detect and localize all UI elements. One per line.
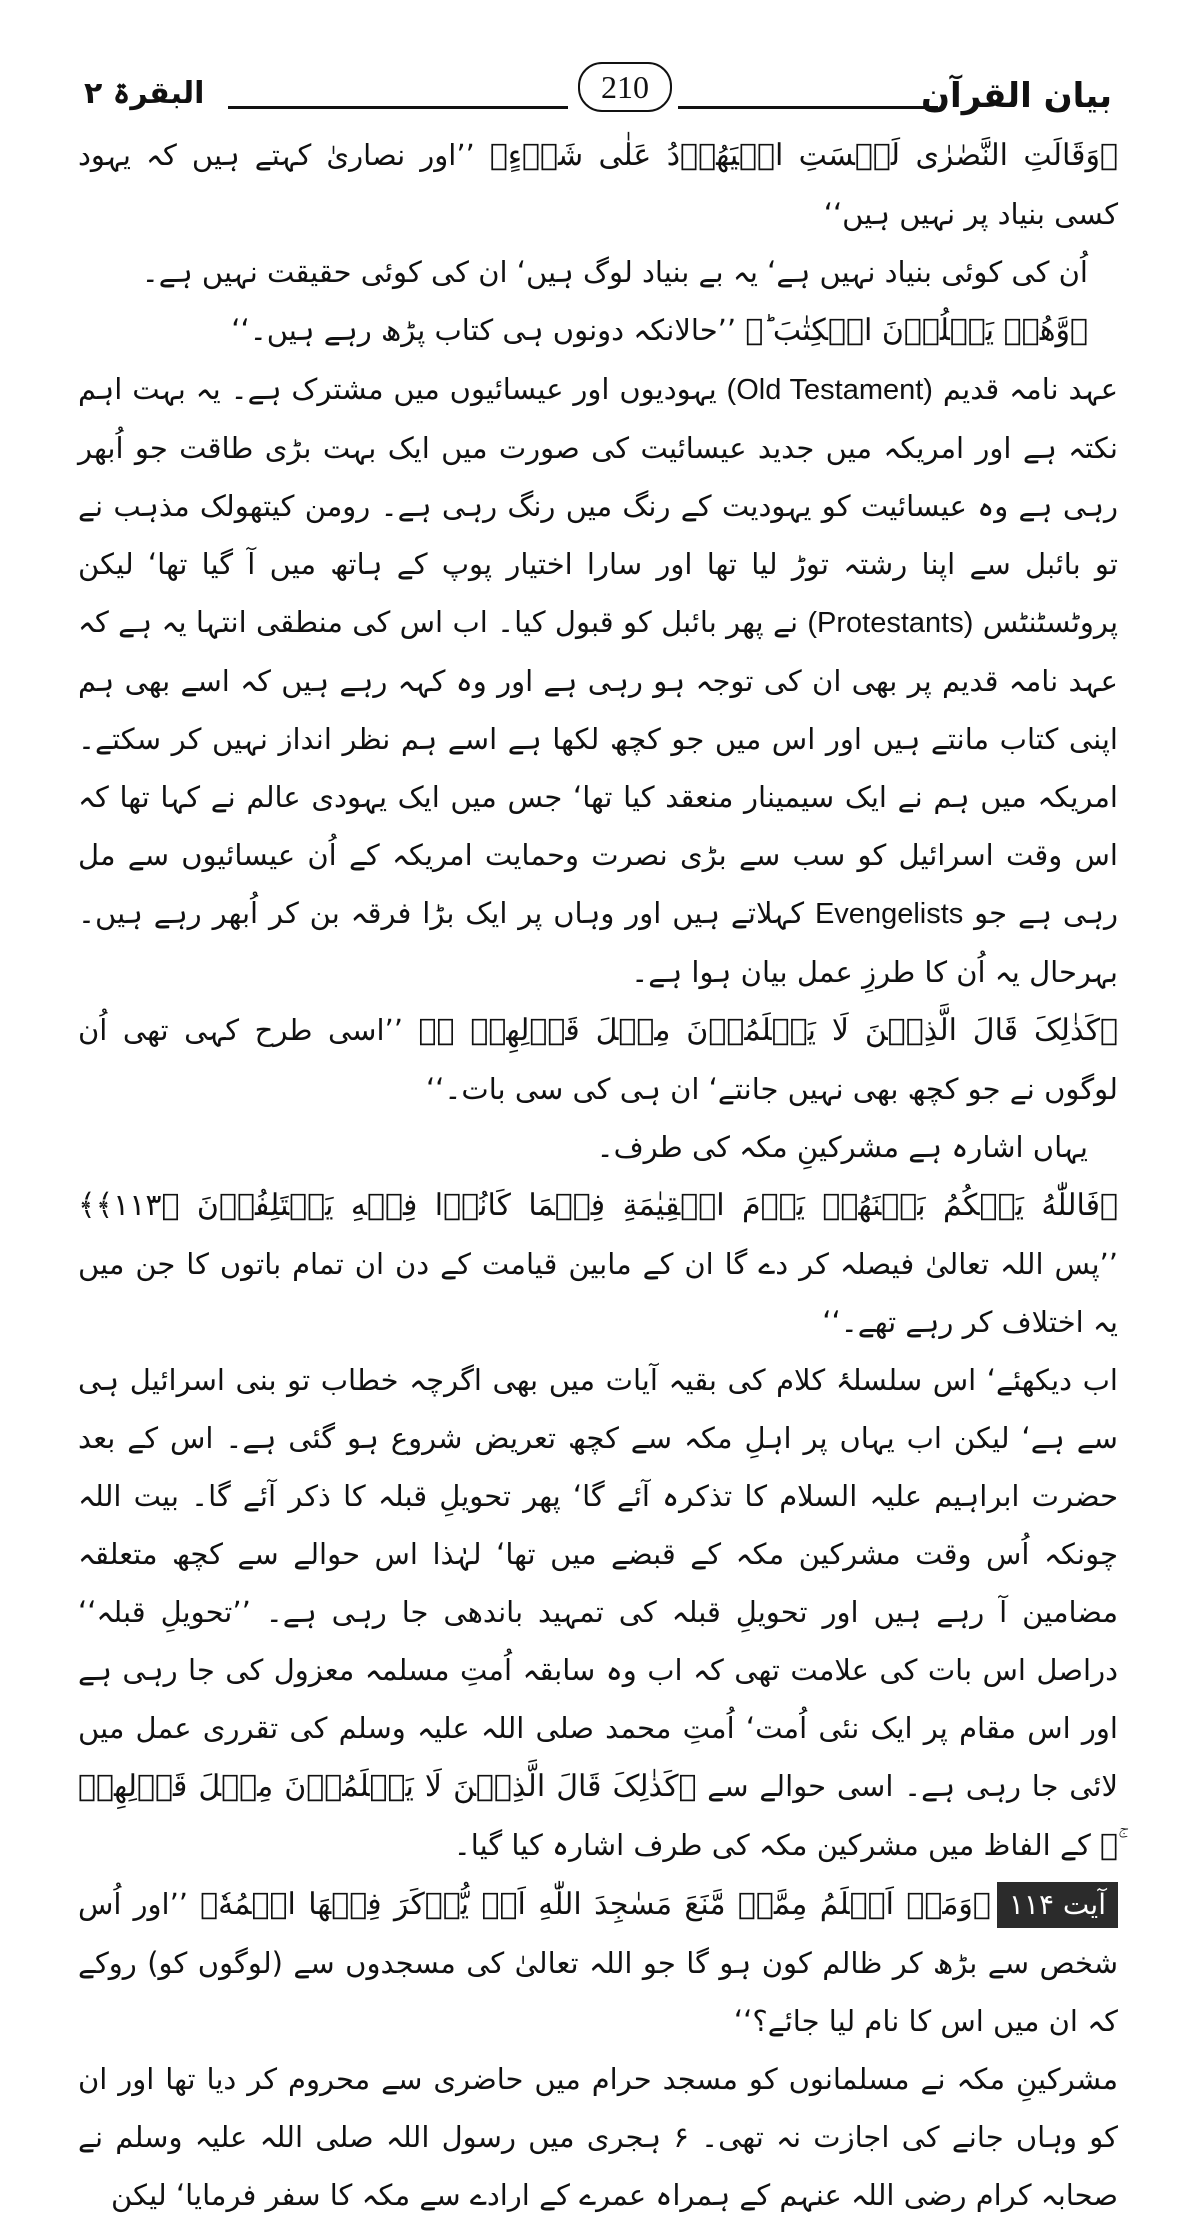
paragraph <box>78 360 1118 1001</box>
page-number: 210 <box>578 62 672 112</box>
commentary-text: اب دیکھئے‘ اس سلسلۂ کلام کی بقیہ آیات میں بھی اگرچہ خطاب تو بنی اسرائیل ہی سے ہے‘ لیکن اب یہاں پر اہلِ مکہ سے کچھ تعریض شروع ہو گئی ہے۔ اس کے بعد حضرت ابراہیم علیہ السلام کا تذکرہ آئے گا‘ پھر تحویلِ قبلہ کا ذکر آئے گا۔ بیت اللہ چونکہ اُس وقت مشرکین مکہ کے قبضے میں تھا‘ لہٰذا اس حوالے سے کچھ متعلقہ مضامین آ رہے ہیں اور تحویلِ قبلہ کی تمہید باندھی جا رہی ہے۔ ’’تحویلِ قبلہ‘‘ دراصل اس بات کی علامت تھی کہ اب وہ سابقہ اُمتِ مسلمہ معزول کی جا رہی ہے اور اس مقام پر ایک نئی اُمت‘ اُمتِ محمد صلی اللہ علیہ وسلم کی تقرری عمل میں لائی جا رہی ہے۔ اسی حوالے سے <box>78 1363 1118 1803</box>
paragraph <box>78 2050 1118 2224</box>
commentary-text: نے پھر بائبل کو قبول کیا۔ اب اس کی منطقی انتہا یہ ہے کہ عہد نامہ قدیم پر بھی ان کی توجہ ہو رہی ہے اور وہ کہہ رہے ہیں کہ اسے بھی ہم اپنی کتاب مانتے ہیں اور اس میں جو کچھ لکھا ہے اسے ہم نظر انداز نہیں کر سکتے۔ امریکہ میں ہم نے ایک سیمینار منعقد کیا تھا‘ جس میں ایک یہودی عالم نے کہا تھا کہ اس وقت اسرائیل کو سب سے بڑی نصرت وحمایت امریکہ کے اُن عیسائیوں سے مل رہی ہے جو <box>78 605 1119 930</box>
commentary-text: کے الفاظ میں مشرکین مکہ کی طرف اشارہ کیا گیا۔ <box>453 1828 1100 1862</box>
latin-term: Evengelists <box>814 898 964 930</box>
paragraph <box>78 126 1118 243</box>
paragraph <box>78 1176 1118 1351</box>
ayah-text: ﴿وَمَنۡ اَظۡلَمُ مِمَّنۡ مَّنَعَ مَسٰجِدَ اللّٰهِ اَنۡ یُّذۡکَرَ فِیۡهَا اسۡمُهٗ﴾ <box>200 1887 991 1922</box>
page-header <box>78 62 1118 126</box>
latin-term: (Old Testament) <box>726 374 933 406</box>
page-body <box>78 126 1118 2224</box>
commentary-text: یہاں اشارہ ہے مشرکینِ مکہ کی طرف۔ <box>596 1130 1088 1164</box>
ayah-number-badge: آیت ۱۱۴ <box>997 1882 1118 1928</box>
commentary-text: اُن کی کوئی بنیاد نہیں ہے‘ یہ بے بنیاد لوگ ہیں‘ ان کی کوئی حقیقت نہیں ہے۔ <box>141 255 1088 289</box>
book-title: بیان القرآن <box>921 76 1112 116</box>
translation-text: ’’حالانکہ دونوں ہی کتاب پڑھ رہے ہیں۔‘‘ <box>231 313 746 347</box>
translation-text: ’’پس اللہ تعالیٰ فیصلہ کر دے گا ان کے مابین قیامت کے دن ان تمام باتوں کا جن میں یہ اختلاف کر رہے تھے۔‘‘ <box>78 1247 1118 1339</box>
commentary-text: کہلاتے ہیں اور وہاں پر ایک بڑا فرقہ بن کر اُبھر رہے ہیں۔ بہرحال یہ اُن کا طرزِ عمل بیان ہوا ہے۔ <box>78 896 1118 989</box>
paragraph <box>78 1351 1118 1875</box>
ayah-text: ﴿وَّهُمۡ یَتۡلُوۡنَ الۡکِتٰبَ ؕ﴾ <box>745 313 1088 348</box>
surah-name: البقرۃ ۲ <box>84 76 205 111</box>
paragraph <box>78 301 1118 360</box>
paragraph <box>78 1875 1118 2050</box>
translation-text: ’’اور نصاریٰ کہتے ہیں کہ یہود کسی بنیاد پر نہیں ہیں‘‘ <box>78 138 1118 231</box>
ayah-text: ﴿کَذٰلِکَ قَالَ الَّذِیۡنَ لَا یَعۡلَمُوۡنَ مِثۡلَ قَوۡلِهِمۡ ۚ﴾ <box>418 1013 1118 1048</box>
commentary-text: عہد نامہ قدیم <box>932 372 1118 406</box>
header-rule-left <box>228 106 568 109</box>
ayah-text: ﴿کَذٰلِکَ قَالَ الَّذِیۡنَ لَا یَعۡلَمُوۡنَ مِثۡلَ قَوۡلِهِمۡ ۚ﴾ <box>78 1769 1118 1863</box>
ayah-text: ﴿وَقَالَتِ النَّصٰرٰی لَیۡسَتِ الۡیَهُوۡدُ عَلٰی شَیۡءٍ﴾ <box>489 138 1118 173</box>
translation-text: ’’اور اُس شخص سے بڑھ کر ظالم کون ہو گا جو اللہ تعالیٰ کی مسجدوں سے (لوگوں کو) روکے کہ ان میں اس کا نام لیا جائے؟‘‘ <box>78 1887 1118 2038</box>
latin-term: (Protestants) <box>807 607 974 639</box>
paragraph <box>78 1001 1118 1118</box>
page <box>78 62 1119 2212</box>
commentary-text: مشرکینِ مکہ نے مسلمانوں کو مسجد حرام میں حاضری سے محروم کر دیا تھا اور ان کو وہاں جانے کی اجازت نہ تھی۔ ۶ ہجری میں رسول اللہ صلی اللہ علیہ وسلم نے صحابہ کرام رضی اللہ عنہم کے ہمراہ عمرے کے ارادے سے مکہ کا سفر فرمایا‘ لیکن <box>78 2062 1118 2212</box>
ayah-text: ﴿فَاللّٰهُ یَحۡکُمُ بَیۡنَهُمۡ یَوۡمَ الۡقِیٰمَةِ فِیۡمَا کَانُوۡا فِیۡهِ یَخۡتَلِفُوۡنَ ﴿۱۱۳﴾﴾ <box>78 1188 1118 1223</box>
header-rule-right <box>678 106 938 109</box>
translation-text: ’’اسی طرح کہی تھی اُن لوگوں نے جو کچھ بھی نہیں جانتے‘ ان ہی کی سی بات۔‘‘ <box>78 1013 1118 1106</box>
paragraph <box>78 1118 1118 1176</box>
paragraph <box>78 243 1118 301</box>
commentary-text: یہودیوں اور عیسائیوں میں مشترک ہے۔ یہ بہت اہم نکتہ ہے اور امریکہ میں جدید عیسائیت کی صورت میں ایک بہت بڑی طاقت جو اُبھر رہی ہے وہ عیسائیت کو یہودیت کے رنگ میں رنگ رہی ہے۔ رومن کیتھولک مذہب نے تو بائبل سے اپنا رشتہ توڑ لیا تھا اور سارا اختیار پوپ کے ہاتھ میں آ گیا تھا‘ لیکن پروٹسٹنٹس <box>78 372 1119 639</box>
